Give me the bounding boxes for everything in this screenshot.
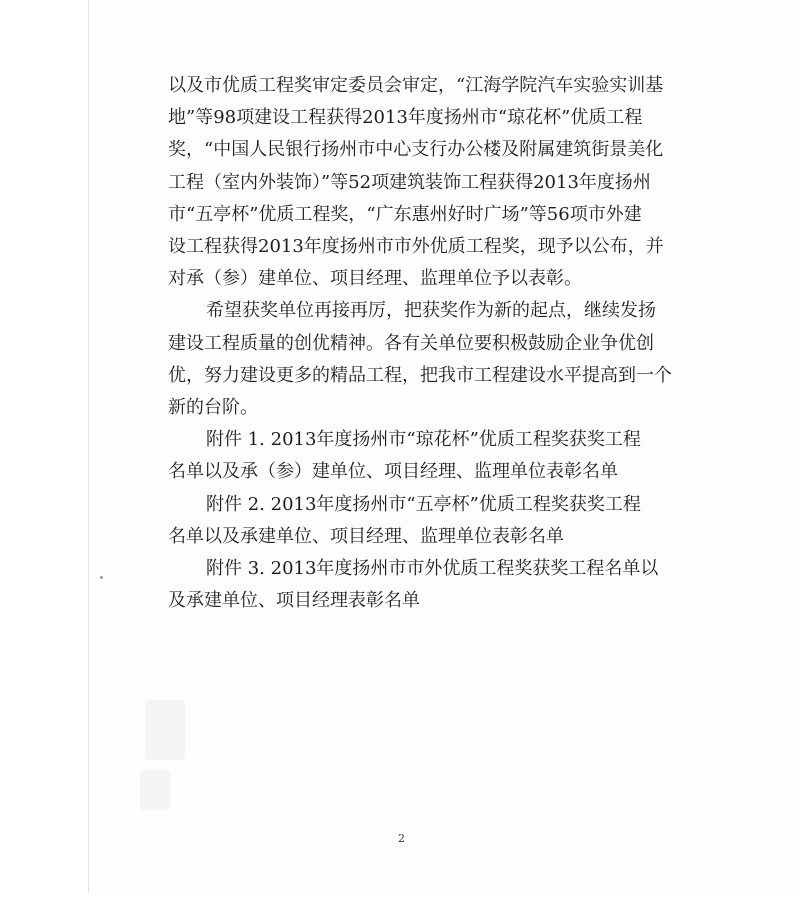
text-line: 工程（室内外装饰）”等52项建筑装饰工程获得2013年度扬州 bbox=[168, 171, 651, 193]
scan-smudge bbox=[145, 700, 185, 760]
attachment-3 bbox=[168, 553, 659, 617]
text-line: 设工程获得2013年度扬州市市外优质工程奖，现予以公布，并 bbox=[168, 236, 664, 258]
text-line: 优，努力建设更多的精品工程，把我市工程建设水平提高到一个 bbox=[168, 364, 672, 386]
text-line: 及承建单位、项目经理表彰名单 bbox=[168, 590, 420, 612]
attachment-2 bbox=[168, 489, 650, 553]
scan-mark bbox=[100, 576, 103, 579]
text-line: 附件 1. 2013年度扬州市“琼花杯”优质工程奖获奖工程 bbox=[206, 429, 641, 451]
text-line: 地”等98项建设工程获得2013年度扬州市“琼花杯”优质工程 bbox=[168, 107, 643, 129]
page-number: 2 bbox=[398, 832, 405, 845]
text-line: 希望获奖单位再接再厉，把获奖作为新的起点，继续发扬 bbox=[206, 300, 656, 322]
text-line: 奖，“中国人民银行扬州市中心支行办公楼及附属建筑街景美化 bbox=[168, 139, 664, 161]
text-line: 对承（参）建单位、项目经理、监理单位予以表彰。 bbox=[168, 268, 582, 290]
text-line: 附件 2. 2013年度扬州市“五亭杯”优质工程奖获奖工程 bbox=[206, 493, 641, 515]
paragraph-encouragement bbox=[168, 295, 672, 424]
paragraph-announcement bbox=[168, 70, 664, 295]
scan-smudge bbox=[140, 770, 170, 810]
text-line: 新的台阶。 bbox=[168, 397, 258, 419]
text-line: 附件 3. 2013年度扬州市市外优质工程奖获奖工程名单以 bbox=[206, 558, 659, 580]
text-line: 名单以及承建单位、项目经理、监理单位表彰名单 bbox=[168, 525, 564, 547]
text-line: 建设工程质量的创优精神。各有关单位要积极鼓励企业争优创 bbox=[168, 332, 654, 354]
document-body bbox=[168, 70, 672, 617]
attachment-1 bbox=[168, 424, 650, 488]
text-line: 以及市优质工程奖审定委员会审定，“江海学院汽车实验实训基 bbox=[168, 75, 664, 96]
text-line: 名单以及承（参）建单位、项目经理、监理单位表彰名单 bbox=[168, 461, 618, 483]
text-line: 市“五亭杯”优质工程奖，“广东惠州好时广场”等56项市外建 bbox=[168, 203, 642, 225]
